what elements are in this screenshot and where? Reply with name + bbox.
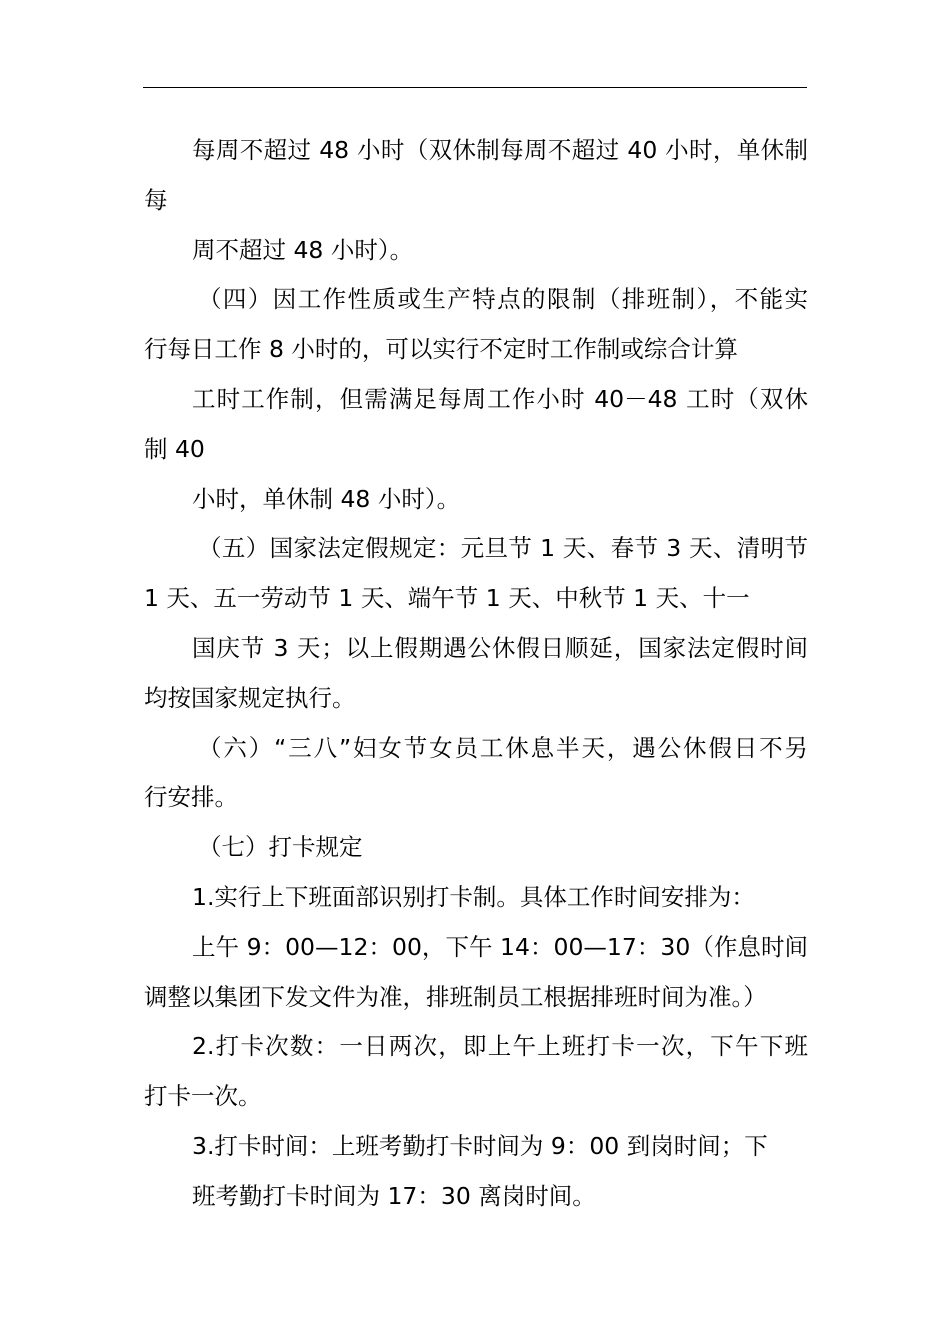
text-line: 1 天、五一劳动节 1 天、端午节 1 天、中秋节 1 天、十一 [144,584,750,613]
text-line: 工时工作制，但需满足每周工作小时 40－48 工时（双休 [192,384,808,413]
text-line: 国庆节 3 天；以上假期遇公休假日顺延，国家法定假时间 [192,633,808,662]
text-line: 上午 9：00—12：00，下午 14：00—17：30（作息时间 [192,932,808,961]
text-line: （五）国家法定假规定：元旦节 1 天、春节 3 天、清明节 [198,534,808,563]
text-line: 每周不超过 48 小时（双休制每周不超过 40 小时，单休制 [192,136,808,164]
text-line: 小时，单休制 48 小时）。 [192,484,461,513]
text-line: 制 40 [144,434,205,463]
text-line: 每 [144,185,168,214]
text-line: 行安排。 [144,783,238,812]
header-rule [143,87,807,88]
text-line: 均按国家规定执行。 [144,683,356,712]
text-line: 3.打卡时间：上班考勤打卡时间为 9：00 到岗时间；下 [192,1131,768,1160]
text-line: 行每日工作 8 小时的，可以实行不定时工作制或综合计算 [144,335,738,364]
text-line: 调整以集团下发文件为准，排班制员工根据排班时间为准。） [144,982,767,1011]
text-line: 打卡一次。 [144,1082,262,1111]
text-line: （四）因工作性质或生产特点的限制（排班制），不能实 [198,285,808,314]
document-body [144,126,808,1222]
text-line: （七）打卡规定 [198,833,363,862]
text-line: （六）“三八”妇女节女员工休息半天，遇公休假日不另 [198,733,808,762]
text-line: 班考勤打卡时间为 17：30 离岗时间。 [192,1181,596,1210]
text-line: 1.实行上下班面部识别打卡制。具体工作时间安排为： [192,882,755,911]
text-line: 2.打卡次数：一日两次，即上午上班打卡一次，下午下班 [192,1032,808,1061]
text-line: 周不超过 48 小时）。 [192,235,414,264]
